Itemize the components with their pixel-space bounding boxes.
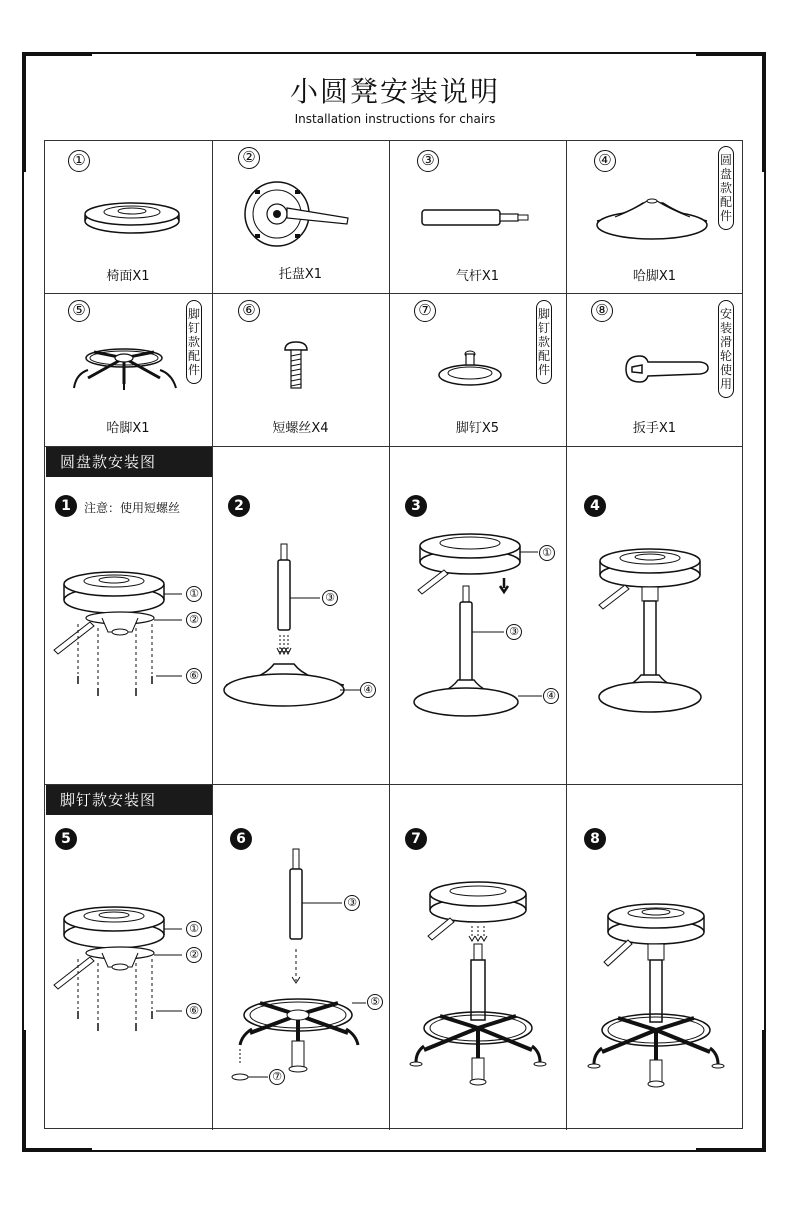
- step2-diagram: [222, 540, 382, 720]
- page-subtitle: Installation instructions for chairs: [294, 112, 496, 126]
- part-label: 脚钉X5: [455, 421, 500, 436]
- step-number: 7: [405, 828, 427, 850]
- frame-corner: [762, 1030, 766, 1152]
- gas-lift-icon: [418, 205, 533, 235]
- callout: ②: [186, 612, 202, 628]
- part-number: ⑦: [414, 300, 436, 322]
- part-label: 哈脚X1: [106, 421, 150, 436]
- short-screw-icon: [282, 340, 312, 395]
- part-label: 气杆X1: [455, 269, 500, 284]
- grid-divider: [45, 293, 742, 294]
- step7-diagram: [410, 878, 550, 1088]
- footring-base-icon: [68, 340, 183, 395]
- part-number: ⑧: [591, 300, 613, 322]
- step-number: 5: [55, 828, 77, 850]
- callout: ⑤: [367, 994, 383, 1010]
- part-number: ④: [594, 150, 616, 172]
- part-label: 椅面X1: [106, 269, 150, 284]
- foot-glide-icon: [435, 345, 505, 390]
- wrench-icon: [622, 350, 712, 390]
- seat-cushion-icon: [80, 195, 190, 240]
- part-label: 短螺丝X4: [272, 421, 329, 436]
- frame-corner: [22, 1148, 92, 1152]
- callout: ③: [322, 590, 338, 606]
- section-heading: 圆盘款安装图: [46, 447, 212, 477]
- part-label: 托盘X1: [278, 267, 323, 282]
- step-number: 6: [230, 828, 252, 850]
- step-note: 注意：使用短螺丝: [84, 501, 181, 515]
- page-title: 小圆凳安装说明: [289, 75, 500, 108]
- step-number: 2: [228, 495, 250, 517]
- callout: ④: [360, 682, 376, 698]
- accessory-tag: 圆盘款配件: [718, 146, 734, 230]
- step8-diagram: [588, 900, 728, 1090]
- seat-plate-icon: [240, 180, 360, 255]
- step-number: 4: [584, 495, 606, 517]
- round-base-icon: [595, 195, 710, 245]
- part-number: ⑤: [68, 300, 90, 322]
- part-number: ②: [238, 147, 260, 169]
- callout: ③: [344, 895, 360, 911]
- callout: ⑦: [269, 1069, 285, 1085]
- section-heading: 脚钉款安装图: [46, 785, 212, 815]
- callout: ①: [539, 545, 555, 561]
- callout: ②: [186, 947, 202, 963]
- accessory-tag: 安装滑轮使用: [718, 300, 734, 398]
- callout: ①: [186, 586, 202, 602]
- callout: ③: [506, 624, 522, 640]
- step-number: 1: [55, 495, 77, 517]
- callout: ④: [543, 688, 559, 704]
- callout: ⑥: [186, 668, 202, 684]
- callout: ①: [186, 921, 202, 937]
- grid-divider: [212, 141, 213, 1130]
- part-number: ⑥: [238, 300, 260, 322]
- part-label: 哈脚X1: [632, 269, 677, 284]
- step-number: 8: [584, 828, 606, 850]
- part-label: 扳手X1: [632, 421, 677, 436]
- accessory-tag: 脚钉款配件: [186, 300, 202, 384]
- frame-corner: [696, 1148, 766, 1152]
- part-number: ①: [68, 150, 90, 172]
- frame-corner: [22, 52, 92, 56]
- accessory-tag: 脚钉款配件: [536, 300, 552, 384]
- part-number: ③: [417, 150, 439, 172]
- frame-corner: [696, 52, 766, 56]
- step6-diagram: [230, 845, 390, 1085]
- step-number: 3: [405, 495, 427, 517]
- step4-diagram: [595, 545, 715, 720]
- frame-corner: [22, 1030, 26, 1152]
- callout: ⑥: [186, 1003, 202, 1019]
